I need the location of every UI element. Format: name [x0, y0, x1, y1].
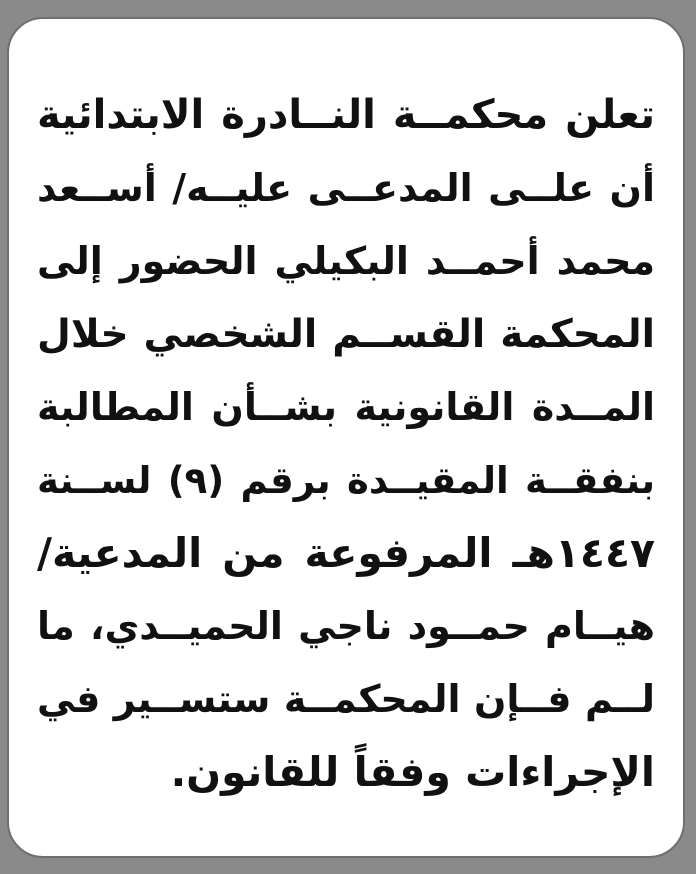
notice-frame	[7, 17, 685, 858]
notice-line-2: أن علــى المدعــى عليــه/ أســعد	[37, 166, 655, 210]
notice-line-4: المحكمة القســم الشخصي خلال	[37, 312, 655, 357]
notice-line-9: لــم فــإن المحكمــة ستســير في	[37, 677, 655, 721]
notice-body	[37, 79, 655, 809]
notice-line-1: تعلن محكمــة النــادرة الابتدائية	[37, 92, 655, 138]
notice-line-7: ١٤٤٧هـ المرفوعة من المدعية/	[37, 529, 655, 577]
notice-line-8: هيــام حمــود ناجي الحميــدي، ما	[37, 604, 655, 648]
notice-line-10: الإجراءات وفقاً للقانون.	[170, 748, 655, 796]
notice-line-3: محمد أحمــد البكيلي الحضور إلى	[37, 239, 655, 283]
notice-line-6: بنفقــة المقيــدة برقم (٩) لســنة	[37, 459, 655, 502]
notice-line-5: المــدة القانونية بشــأن المطالبة	[37, 385, 655, 429]
